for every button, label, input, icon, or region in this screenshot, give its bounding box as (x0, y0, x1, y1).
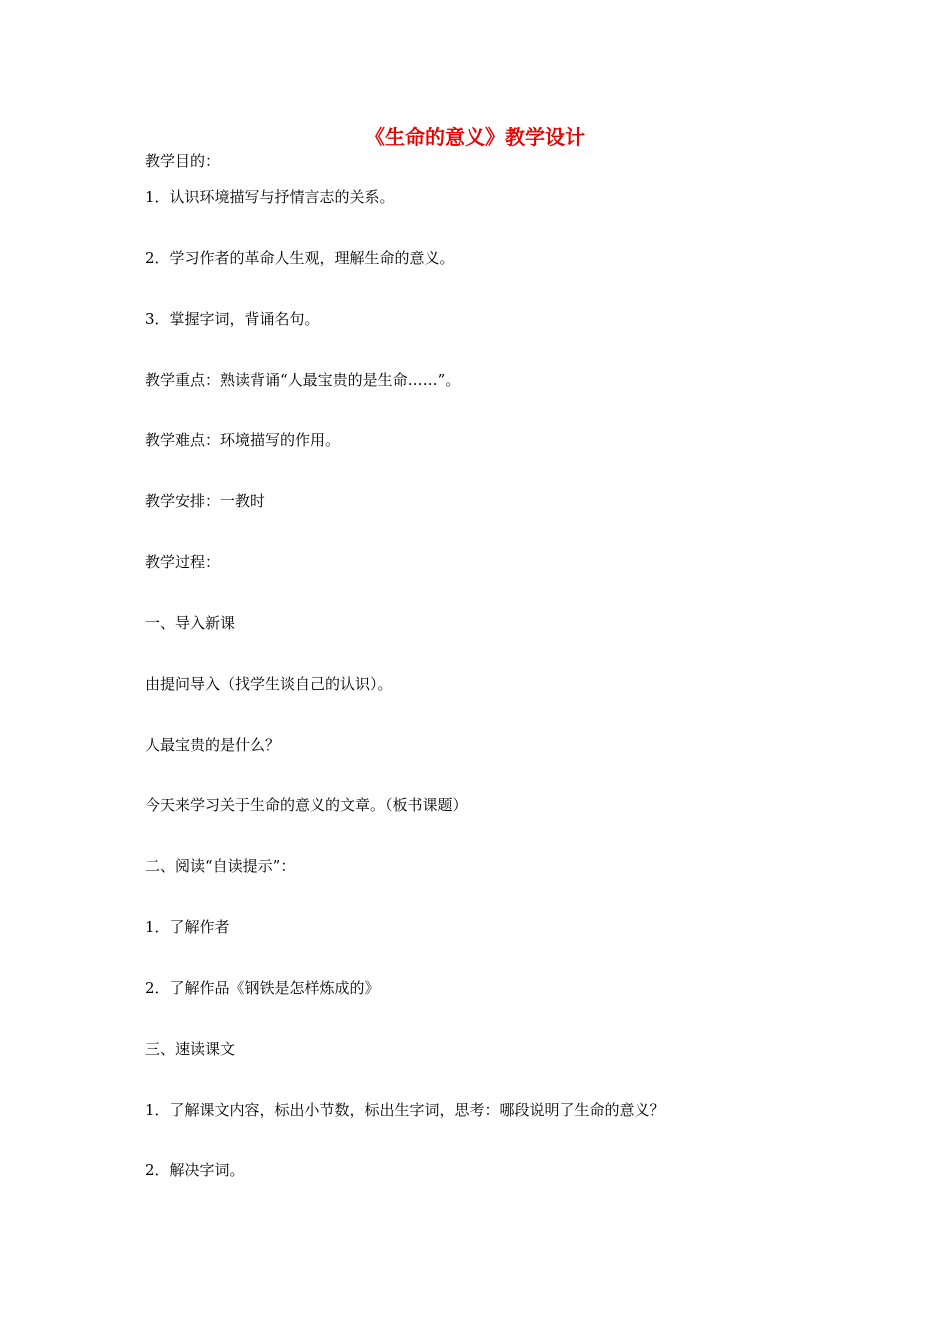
step-2-item-2: 2．了解作品《钢铁是怎样炼成的》 (145, 979, 380, 997)
teaching-key-point: 教学重点：熟读背诵“人最宝贵的是生命……”。 (145, 371, 461, 389)
objective-item-2: 2．学习作者的革命人生观，理解生命的意义。 (145, 249, 455, 267)
step-heading-2: 二、阅读“自读提示”： (145, 857, 296, 875)
step-1-paragraph-1: 由提问导入（找学生谈自己的认识）。 (145, 675, 393, 693)
step-1-paragraph-3: 今天来学习关于生命的意义的文章。（板书课题） (145, 796, 468, 814)
step-heading-1: 一、导入新课 (145, 614, 236, 632)
objective-item-3: 3．掌握字词，背诵名句。 (145, 310, 320, 328)
step-3-item-2: 2．解决字词。 (145, 1161, 245, 1179)
teaching-schedule: 教学安排：一教时 (145, 492, 266, 510)
step-1-paragraph-2: 人最宝贵的是什么？ (145, 736, 281, 754)
document-title: 《生命的意义》教学设计 (365, 125, 585, 149)
teaching-difficulty: 教学难点：环境描写的作用。 (145, 431, 341, 449)
step-2-item-1: 1．了解作者 (145, 918, 230, 936)
section-heading-process: 教学过程： (145, 553, 221, 571)
step-3-item-1: 1．了解课文内容，标出小节数，标出生字词，思考：哪段说明了生命的意义？ (145, 1101, 665, 1119)
section-heading-objectives: 教学目的： (145, 152, 221, 170)
objective-item-1: 1．认识环境描写与抒情言志的关系。 (145, 188, 395, 206)
step-heading-3: 三、速读课文 (145, 1040, 236, 1058)
